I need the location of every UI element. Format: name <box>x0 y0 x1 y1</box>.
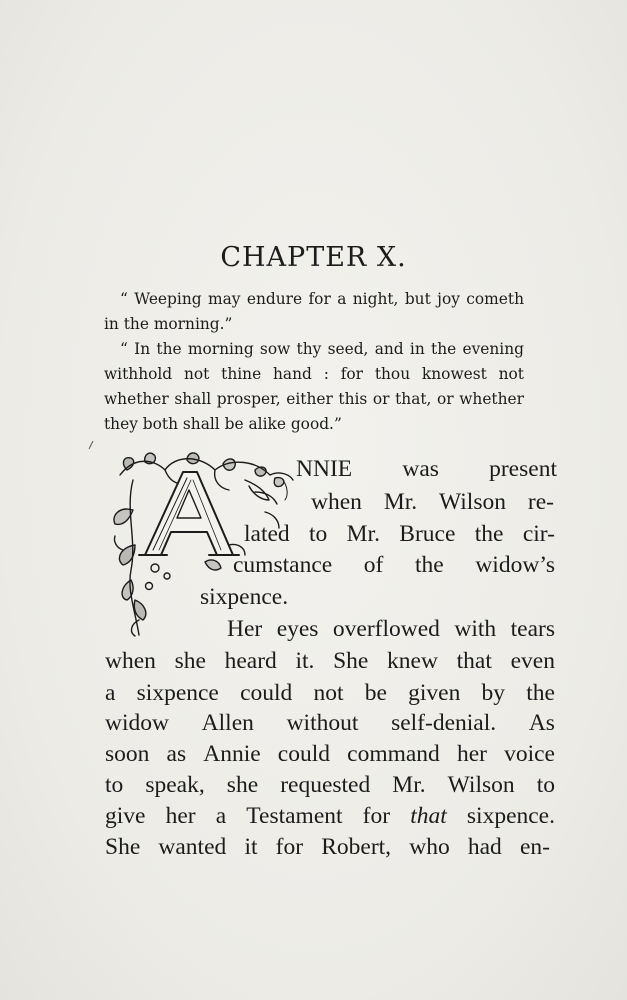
body-line-11: to speak, she requested Mr. Wilson to <box>105 772 555 798</box>
body-line-12: give her a Testament for that sixpence. <box>105 803 555 829</box>
body-line-7: when she heard it. She knew that even <box>105 648 555 674</box>
body-line-8: a sixpence could not be given by the <box>105 680 555 706</box>
body-line-9: widow Allen without self-denial. As <box>105 710 555 736</box>
body-line-2: when Mr. Wilson re- <box>311 489 554 515</box>
body-line-10: soon as Annie could command her voice <box>105 741 555 767</box>
body-line-6: Her eyes overflowed with tears <box>227 616 555 642</box>
body-line-3: lated to Mr. Bruce the cir- <box>244 521 555 547</box>
epigraph-2: “ In the morning sow thy seed, and in the evening withhold not thine hand : for thou knowest not whether shall prosper, either this or that, or whether they both shall be alike good.” <box>104 340 524 433</box>
body-line-4: cumstance of the widow’s <box>233 552 555 578</box>
chapter-title: CHAPTER X. <box>220 242 407 273</box>
body-line-13: She wanted it for Robert, who had en- <box>105 834 550 860</box>
margin-mark <box>88 441 94 449</box>
body-line-5: sixpence. <box>200 584 289 610</box>
body-line-1: NNIE was present <box>296 456 557 482</box>
epigraph-1: “ Weeping may endure for a night, but joy cometh in the morning.” <box>104 290 524 333</box>
